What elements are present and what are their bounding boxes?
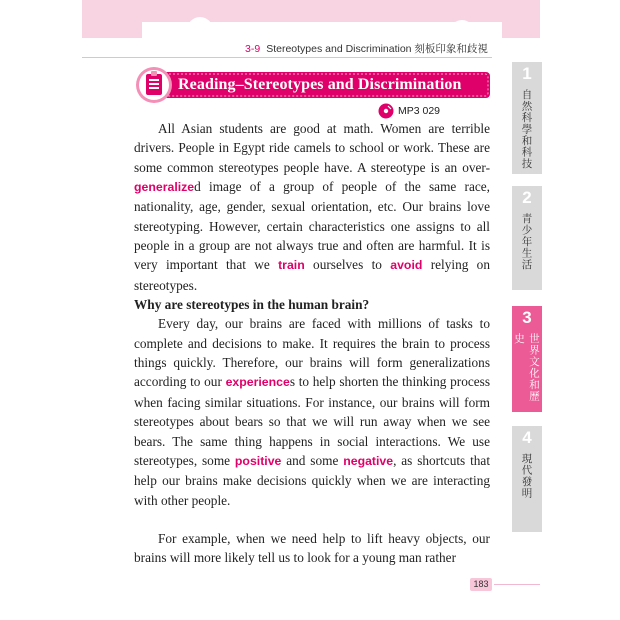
text-run: Every day, our brains are faced with millions of tasks to complete and decisions to make. It requires the brain to process things quickly. Therefore, our brains will form generalizations according to our xyxy=(134,316,490,390)
vocab-keyword: train xyxy=(278,258,305,273)
chapter-tab-label: 青少年生活 xyxy=(520,213,533,271)
vocab-keyword: negative xyxy=(343,453,394,468)
chapter-tab-3[interactable] xyxy=(512,306,542,412)
audio-track[interactable] xyxy=(378,103,440,119)
reading-body xyxy=(134,119,490,568)
vocab-keyword: positive xyxy=(234,453,282,468)
header-rule xyxy=(82,57,492,58)
paragraph-3: For example, when we need help to lift heavy objects, our brains will more likely tell us to look for a young man rather xyxy=(134,530,490,566)
text-run: , as shortcuts that help our brains make decisions quickly when we are interacting with other people. xyxy=(134,452,491,508)
vocab-keyword: experience xyxy=(225,375,290,390)
chapter-tab-label: 世界文化和歷史 xyxy=(513,333,540,402)
text-run: ourselves to xyxy=(304,257,391,273)
text-run: d image of a group of people of the same race, nationality, age, gender, sexual orientation, etc. Our brains love stereotyping. However, certain characteristics one assigns to all people in a group are not always true and often are harmful. It is very important that we xyxy=(134,179,490,273)
text-run: and some xyxy=(281,452,344,468)
chapter-tab-label: 現代發明 xyxy=(520,453,533,499)
chapter-tab-number: 2 xyxy=(522,188,532,207)
paragraph-gap xyxy=(134,510,490,529)
decorative-cloud-band xyxy=(82,0,540,38)
section-title: Stereotypes and Discrimination 刻板印象和歧視 xyxy=(266,43,488,55)
footer-rule xyxy=(494,584,540,585)
reading-title: Reading–Stereotypes and Discrimination xyxy=(178,76,462,93)
running-head xyxy=(245,41,488,57)
text-run: relying on stereotypes. xyxy=(134,257,490,293)
chapter-tab-2[interactable] xyxy=(512,186,542,290)
chapter-tab-1[interactable] xyxy=(512,62,542,174)
vocab-keyword: avoid xyxy=(390,258,423,273)
paragraph-2 xyxy=(134,314,490,509)
section-heading: Why are stereotypes in the human brain? xyxy=(134,297,370,313)
chapter-tab-number: 4 xyxy=(522,428,532,447)
paragraph-1 xyxy=(134,119,490,295)
chapter-tab-number: 1 xyxy=(522,64,532,83)
audio-disc-icon xyxy=(378,103,394,119)
chapter-tab-label: 自然科學和科技 xyxy=(520,89,533,170)
text-run: s to help shorten the thinking process when facing similar situations. For instance, our brains will form stereotypes about bears so that we will run away when we see bears. The same thing happens in social interactions. We use stereotypes, some xyxy=(134,374,490,468)
audio-track-label: MP3 029 xyxy=(398,105,441,117)
page-number: 183 xyxy=(470,578,492,591)
vocab-keyword: generalize xyxy=(134,180,195,195)
section-number: 3-9 xyxy=(245,43,261,55)
chapter-tab-number: 3 xyxy=(522,308,532,327)
text-run: All Asian students are good at math. Women are terrible drivers. People in Egypt ride camels to school or work. These are some common stereotypes people have. A stereotype is an over- xyxy=(134,121,490,175)
chapter-tab-4[interactable] xyxy=(512,426,542,532)
document-icon xyxy=(146,71,162,95)
